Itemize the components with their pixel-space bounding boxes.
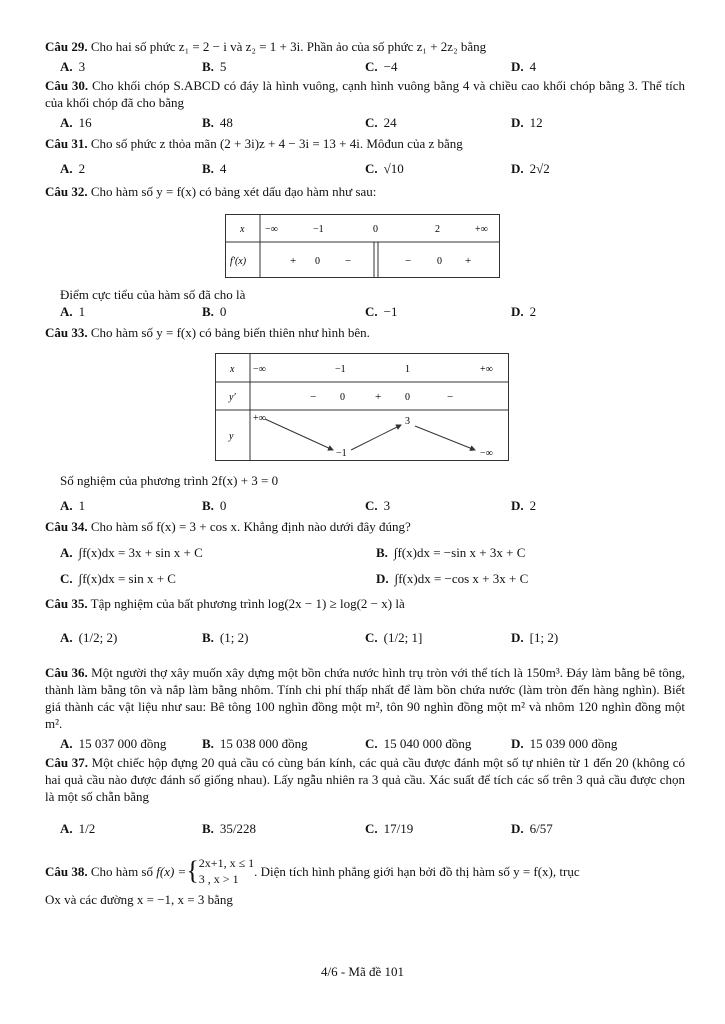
option-b[interactable]: B. 4 [202, 161, 227, 176]
question-32-after: Điểm cực tiểu của hàm số đã cho là [60, 287, 246, 302]
options-30 [45, 114, 685, 131]
option-d[interactable]: D. 12 [511, 115, 543, 130]
option-c[interactable]: C. −4 [365, 59, 398, 74]
y-label: y [229, 431, 234, 442]
x-val: 0 [373, 224, 378, 235]
option-c[interactable]: C. 3 [365, 498, 391, 513]
option-c[interactable]: C. (1/2; 1] [365, 629, 423, 645]
question-text: Tập nghiệm của bất phương trình log(2x − 1) ≥ log(2 − x) là [90, 596, 405, 611]
question-label: Câu 29. [45, 39, 88, 54]
question-31: Câu 31. Cho số phức z thỏa mãn (2 + 3i)z + 4 − 3i = 13 + 4i. Môđun của z bằng [45, 136, 463, 151]
option-a[interactable]: A. 2 [60, 161, 86, 176]
option-a[interactable]: A. 15 037 000 đồng [60, 736, 167, 751]
option-b[interactable]: B. 35/228 [202, 820, 257, 836]
variation-table-svg [215, 353, 509, 461]
question-text: Cho khối chóp S.ABCD có đáy là hình vuông, cạnh hình vuông bằng 4 và chiều cao khối chóp bằng 3. Thể tích của khối chóp đã cho bằng [45, 78, 685, 110]
option-a[interactable]: A. 1 [60, 304, 86, 319]
sign-table-svg [225, 214, 500, 278]
question-38: Câu 38. Cho hàm số f(x) = { 2x+1, x ≤ 1 3 , x > 1 . Diện tích hình phẳng giới hạn bởi đồ thị hàm số y = f(x), trục [45, 856, 580, 886]
question-text: Một người thợ xây muốn xây dựng một bồn chứa nước hình trụ tròn với thể tích là 150m³. Đáy làm bằng bê tông, thành làm bằng tôn và nắp làm bằng nhôm. Tính chi phí thấp nhất để làm bồn chứa nước (làm tròn đến hàng nghìn). Biết giá thành các vật liệu như sau: Bê tông 100 nghìn đồng một m², tôn 90 nghìn đồng một m² và nhôm 120 nghìn đồng một m². [45, 665, 686, 731]
sign-table [225, 214, 500, 282]
question-35: Câu 35. Tập nghiệm của bất phương trình log(2x − 1) ≥ log(2 − x) là [45, 596, 405, 611]
option-a[interactable]: A. (1/2; 2) [60, 629, 118, 645]
y-val: 3 [405, 416, 410, 427]
sign: 0 [437, 256, 442, 267]
page-footer: 4/6 - Mã đề 101 [320, 964, 405, 979]
sign: 0 [315, 256, 320, 267]
option-a[interactable]: A. 16 [60, 115, 92, 130]
option-a[interactable]: A. 1/2 [60, 820, 96, 836]
option-b[interactable]: B. ∫f(x)dx = −sin x + 3x + C [376, 545, 526, 560]
y-val: −∞ [480, 448, 493, 459]
option-b[interactable]: B. 0 [202, 304, 227, 319]
yp-sign: + [375, 391, 382, 403]
x-val: −1 [313, 224, 324, 235]
x-label: x [240, 224, 245, 235]
option-c[interactable]: C. 17/19 [365, 820, 414, 836]
brace: { [186, 856, 199, 885]
question-30: Câu 30. Cho khối chóp S.ABCD có đáy là hình vuông, cạnh hình vuông bằng 4 và chiều cao khối chóp bằng 3. Thể tích của khối chóp đã cho bằng [45, 78, 685, 110]
fp-label: f′(x) [230, 256, 247, 267]
question-text: Cho hàm số y = f(x) có bảng biến thiên như hình bên. [90, 325, 370, 340]
x-val: +∞ [475, 224, 488, 235]
question-text: . Diện tích hình phẳng giới hạn bởi đồ thị hàm số y = f(x), trục [254, 863, 580, 879]
options-29 [45, 58, 685, 75]
piece-1: 2x+1, x ≤ 1 [198, 856, 255, 870]
option-b[interactable]: B. 5 [202, 59, 227, 74]
y-val: +∞ [253, 413, 266, 424]
x-val: −1 [335, 364, 346, 375]
option-d[interactable]: D. 15 039 000 đồng [511, 736, 618, 751]
option-d[interactable]: D. 4 [511, 59, 537, 74]
option-c[interactable]: C. 15 040 000 đồng [365, 736, 472, 751]
question-33: Câu 33. Cho hàm số y = f(x) có bảng biến thiên như hình bên. [45, 325, 370, 340]
question-34: Câu 34. Cho hàm số f(x) = 3 + cos x. Khẳng định nào dưới đây đúng? [45, 519, 411, 534]
option-c[interactable]: C. ∫f(x)dx = sin x + C [60, 571, 176, 586]
yp-label: y′ [229, 392, 236, 403]
option-d[interactable]: D. 2 [511, 304, 537, 319]
option-b[interactable]: B. 0 [202, 498, 227, 513]
piecewise [199, 855, 254, 887]
arrow-down [415, 426, 475, 450]
option-c[interactable]: C. −1 [365, 304, 398, 319]
question-37: Câu 37. Một chiếc hộp đựng 20 quả cầu có cùng bán kính, các quả cầu được đánh một số tự nhiên từ 1 đến 20 (không có hai quả cầu nào được đánh số giống nhau). Lấy ngẫu nhiên ra 3 quả cầu. Xác suất để tích các số trên 3 quả cầu được chọn là một số chẵn bằng [45, 755, 686, 804]
question-33-after: Số nghiệm của phương trình 2f(x) + 3 = 0 [60, 473, 279, 488]
question-text: Cho hàm số f(x) = 3 + cos x. Khẳng định nào dưới đây đúng? [90, 519, 411, 534]
sign: + [465, 255, 472, 267]
question-32: Câu 32. Cho hàm số y = f(x) có bảng xét dấu đạo hàm như sau: [45, 184, 377, 199]
option-b[interactable]: B. 15 038 000 đồng [202, 736, 308, 751]
fx-label: f(x) = [156, 863, 187, 879]
yp-sign: − [310, 391, 317, 403]
options-31 [45, 160, 685, 177]
x-val: 1 [405, 364, 410, 375]
option-c[interactable]: C. √10 [365, 161, 404, 176]
yp-sign: 0 [340, 392, 345, 403]
yp-sign: − [447, 391, 454, 403]
options-32 [45, 303, 685, 320]
yp-sign: 0 [405, 392, 410, 403]
sign: + [290, 255, 297, 267]
option-a[interactable]: A. 3 [60, 59, 86, 74]
exam-page [45, 28, 685, 908]
arrow-up [351, 425, 401, 450]
options-37 [45, 811, 685, 845]
sign: − [405, 255, 412, 267]
question-text: Cho hai số phức z₁ = 2 − i và z₂ = 1 + 3i. Phần ảo của số phức z₁ + 2z₂ bằng [90, 39, 487, 54]
option-d[interactable]: D. 6/57 [511, 820, 553, 836]
question-text: Cho hàm số [90, 863, 153, 879]
option-b[interactable]: B. (1; 2) [202, 629, 249, 645]
option-b[interactable]: B. 48 [202, 115, 233, 130]
arrow-down [265, 419, 333, 450]
question-29 [45, 38, 685, 55]
options-34-row1 [45, 541, 685, 565]
sign: − [345, 255, 352, 267]
x-label: x [230, 364, 235, 375]
piece-2: 3 , x > 1 [198, 872, 239, 886]
question-text: Cho hàm số y = f(x) có bảng xét dấu đạo hàm như sau: [90, 184, 377, 199]
question-36: Câu 36. Một người thợ xây muốn xây dựng một bồn chứa nước hình trụ tròn với thể tích là 150m³. Đáy làm bằng bê tông, thành làm bằng tôn và nắp làm bằng nhôm. Tính chi phí thấp nhất để làm bồn chứa nước (làm tròn đến hàng nghìn). Biết giá thành các vật liệu như sau: Bê tông 100 nghìn đồng một m², tôn 90 nghìn đồng một m² và nhôm 120 nghìn đồng một m². [45, 665, 686, 731]
x-val: −∞ [265, 224, 278, 235]
question-text: Cho số phức z thỏa mãn (2 + 3i)z + 4 − 3i = 13 + 4i. Môđun của z bằng [90, 136, 463, 151]
option-d[interactable]: D. 2 [511, 498, 537, 513]
option-d[interactable]: D. 2√2 [511, 161, 550, 176]
option-d[interactable]: D. ∫f(x)dx = −cos x + 3x + C [376, 571, 529, 586]
variation-table [215, 353, 509, 465]
options-33 [45, 497, 685, 514]
x-val: +∞ [480, 364, 493, 375]
option-a[interactable]: A. ∫f(x)dx = 3x + sin x + C [60, 545, 203, 560]
y-val: −1 [336, 448, 347, 459]
x-val: 2 [435, 224, 440, 235]
x-val: −∞ [253, 364, 266, 375]
question-38-cont: Ox và các đường x = −1, x = 3 bằng [45, 892, 233, 907]
options-35 [45, 622, 685, 652]
question-text: Một chiếc hộp đựng 20 quả cầu có cùng bán kính, các quả cầu được đánh một số tự nhiên từ 1 đến 20 (không có hai quả cầu nào được đánh số giống nhau). Lấy ngẫu nhiên ra 3 quả cầu. Xác suất để tích các số trên 3 quả cầu được chọn là một số chẵn bằng [45, 755, 686, 804]
option-a[interactable]: A. 1 [60, 498, 86, 513]
option-d[interactable]: D. [1; 2) [511, 629, 559, 645]
options-34-row2 [45, 567, 685, 591]
options-36 [45, 735, 685, 752]
option-c[interactable]: C. 24 [365, 115, 397, 130]
